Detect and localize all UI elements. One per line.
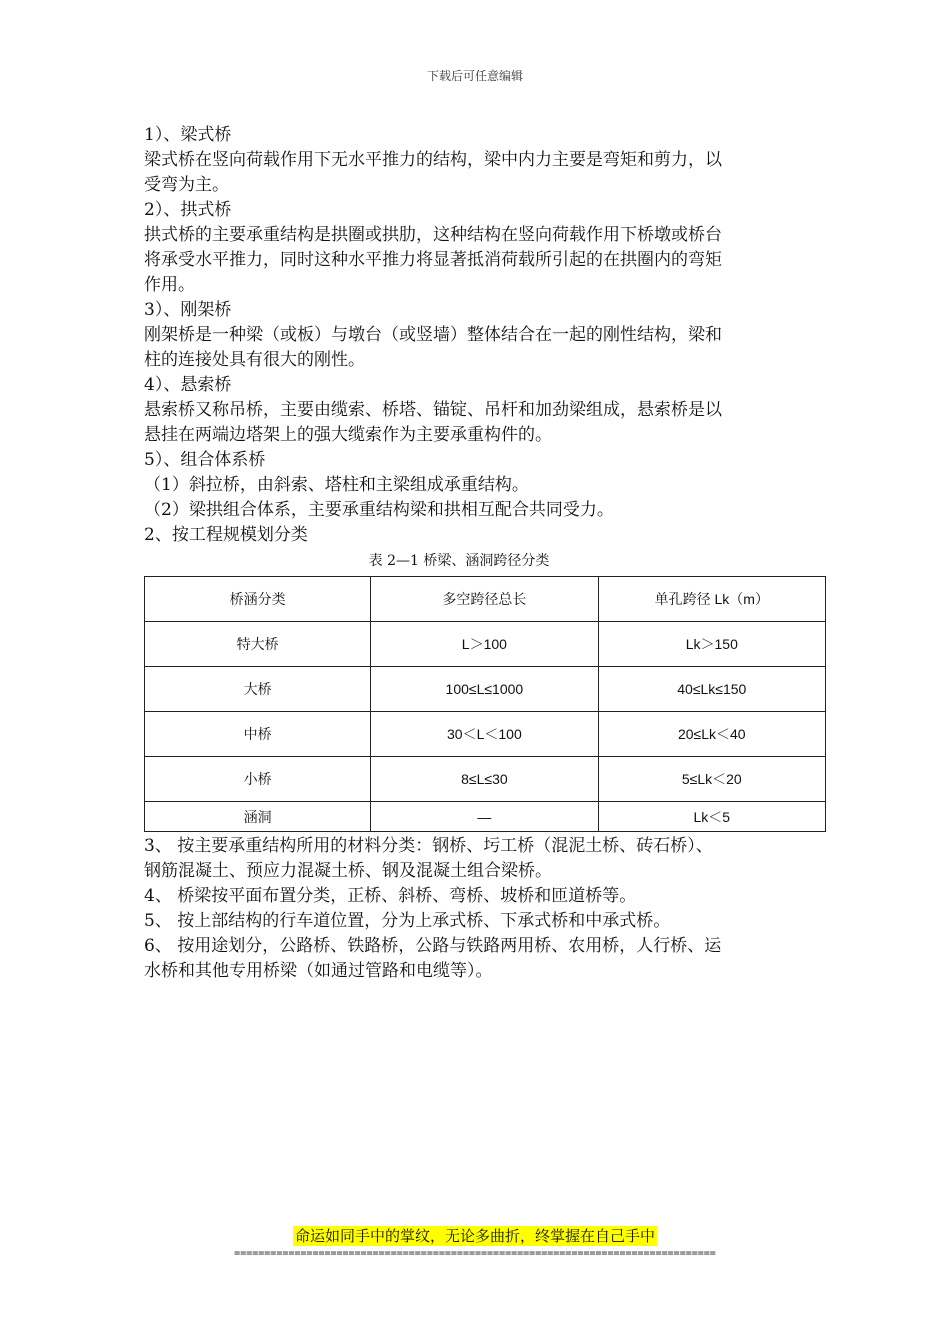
- text-line: 刚架桥是一种梁（或板）与墩台（或竖墙）整体结合在一起的刚性结构，梁和: [144, 325, 722, 345]
- page-footer: [0, 1226, 950, 1261]
- table-cell: L＞100: [371, 622, 598, 667]
- table-cell: 30＜L＜100: [371, 712, 598, 757]
- text-lines-bottom: [144, 834, 814, 984]
- text-line: 2）、拱式桥: [144, 200, 232, 220]
- table-cell: 20≤Lk＜40: [598, 712, 825, 757]
- text-line: 钢筋混凝土、预应力混凝土桥、钢及混凝土组合梁桥。: [144, 861, 552, 881]
- table-cell: 涵洞: [145, 802, 371, 832]
- text-line: （1）斜拉桥，由斜索、塔柱和主梁组成承重结构。: [144, 475, 529, 495]
- footer-motto: 命运如同手中的掌纹，无论多曲折，终掌握在自己手中: [294, 1227, 655, 1245]
- table-cell: 特大桥: [145, 622, 371, 667]
- table-cell: Lk＞150: [598, 622, 825, 667]
- text-line: 3）、刚架桥: [144, 300, 232, 320]
- page-header: 下载后可任意编辑: [426, 69, 523, 83]
- text-line: 作用。: [144, 275, 195, 295]
- text-line: 6、 按用途划分，公路桥、铁路桥，公路与铁路两用桥、农用桥，人行桥、运: [144, 936, 722, 956]
- text-line: 梁式桥在竖向荷载作用下无水平推力的结构，梁中内力主要是弯矩和剪力，以: [144, 150, 722, 170]
- table-row: [145, 712, 826, 757]
- text-line: 柱的连接处具有很大的刚性。: [144, 350, 365, 370]
- document-body: [144, 123, 814, 984]
- table-row: [145, 802, 826, 832]
- table-cell: Lk＜5: [598, 802, 825, 832]
- table-caption: 表 2—1 桥梁、涵洞跨径分类: [368, 553, 550, 569]
- text-line: 2、按工程规模划分类: [144, 525, 308, 545]
- table-cell: 中桥: [145, 712, 371, 757]
- table-row: [145, 757, 826, 802]
- text-line: 拱式桥的主要承重结构是拱圈或拱肋，这种结构在竖向荷载作用下桥墩或桥台: [144, 225, 722, 245]
- footer-separator: ================================================================================: [234, 1248, 716, 1259]
- text-line: 受弯为主。: [144, 175, 229, 195]
- text-line: 4）、悬索桥: [144, 375, 232, 395]
- table-cell: 大桥: [145, 667, 371, 712]
- text-line: 5、 按上部结构的行车道位置，分为上承式桥、下承式桥和中承式桥。: [144, 911, 671, 931]
- table-row: [145, 667, 826, 712]
- text-line: 3、 按主要承重结构所用的材料分类：钢桥、圬工桥（混泥土桥、砖石桥）、: [144, 836, 713, 856]
- text-line: 1）、梁式桥: [144, 125, 232, 145]
- text-line: 悬挂在两端边塔架上的强大缆索作为主要承重构件的。: [144, 425, 552, 445]
- text-line: 4、 桥梁按平面布置分类，正桥、斜桥、弯桥、坡桥和匝道桥等。: [144, 886, 637, 906]
- text-line: 悬索桥又称吊桥，主要由缆索、桥塔、锚锭、吊杆和加劲梁组成，悬索桥是以: [144, 400, 722, 420]
- table-row: [145, 622, 826, 667]
- table-cell: —: [371, 802, 598, 832]
- table-header-cell: 桥涵分类: [145, 577, 371, 622]
- table-cell: 小桥: [145, 757, 371, 802]
- text-line: （2）梁拱组合体系，主要承重结构梁和拱相互配合共同受力。: [144, 500, 614, 520]
- table-header-cell: 多空跨径总长: [371, 577, 598, 622]
- table-cell: 8≤L≤30: [371, 757, 598, 802]
- table-header-row: [145, 577, 826, 622]
- text-line: 5）、组合体系桥: [144, 450, 266, 470]
- text-lines-top: [144, 123, 814, 548]
- table-header-cell: 单孔跨径 Lk（m）: [598, 577, 825, 622]
- text-line: 将承受水平推力，同时这种水平推力将显著抵消荷载所引起的在拱圈内的弯矩: [144, 250, 722, 270]
- table-cell: 5≤Lk＜20: [598, 757, 825, 802]
- text-line: 水桥和其他专用桥梁（如通过管路和电缆等）。: [144, 961, 493, 981]
- span-classification-table: [144, 576, 826, 832]
- table-cell: 40≤Lk≤150: [598, 667, 825, 712]
- table-cell: 100≤L≤1000: [371, 667, 598, 712]
